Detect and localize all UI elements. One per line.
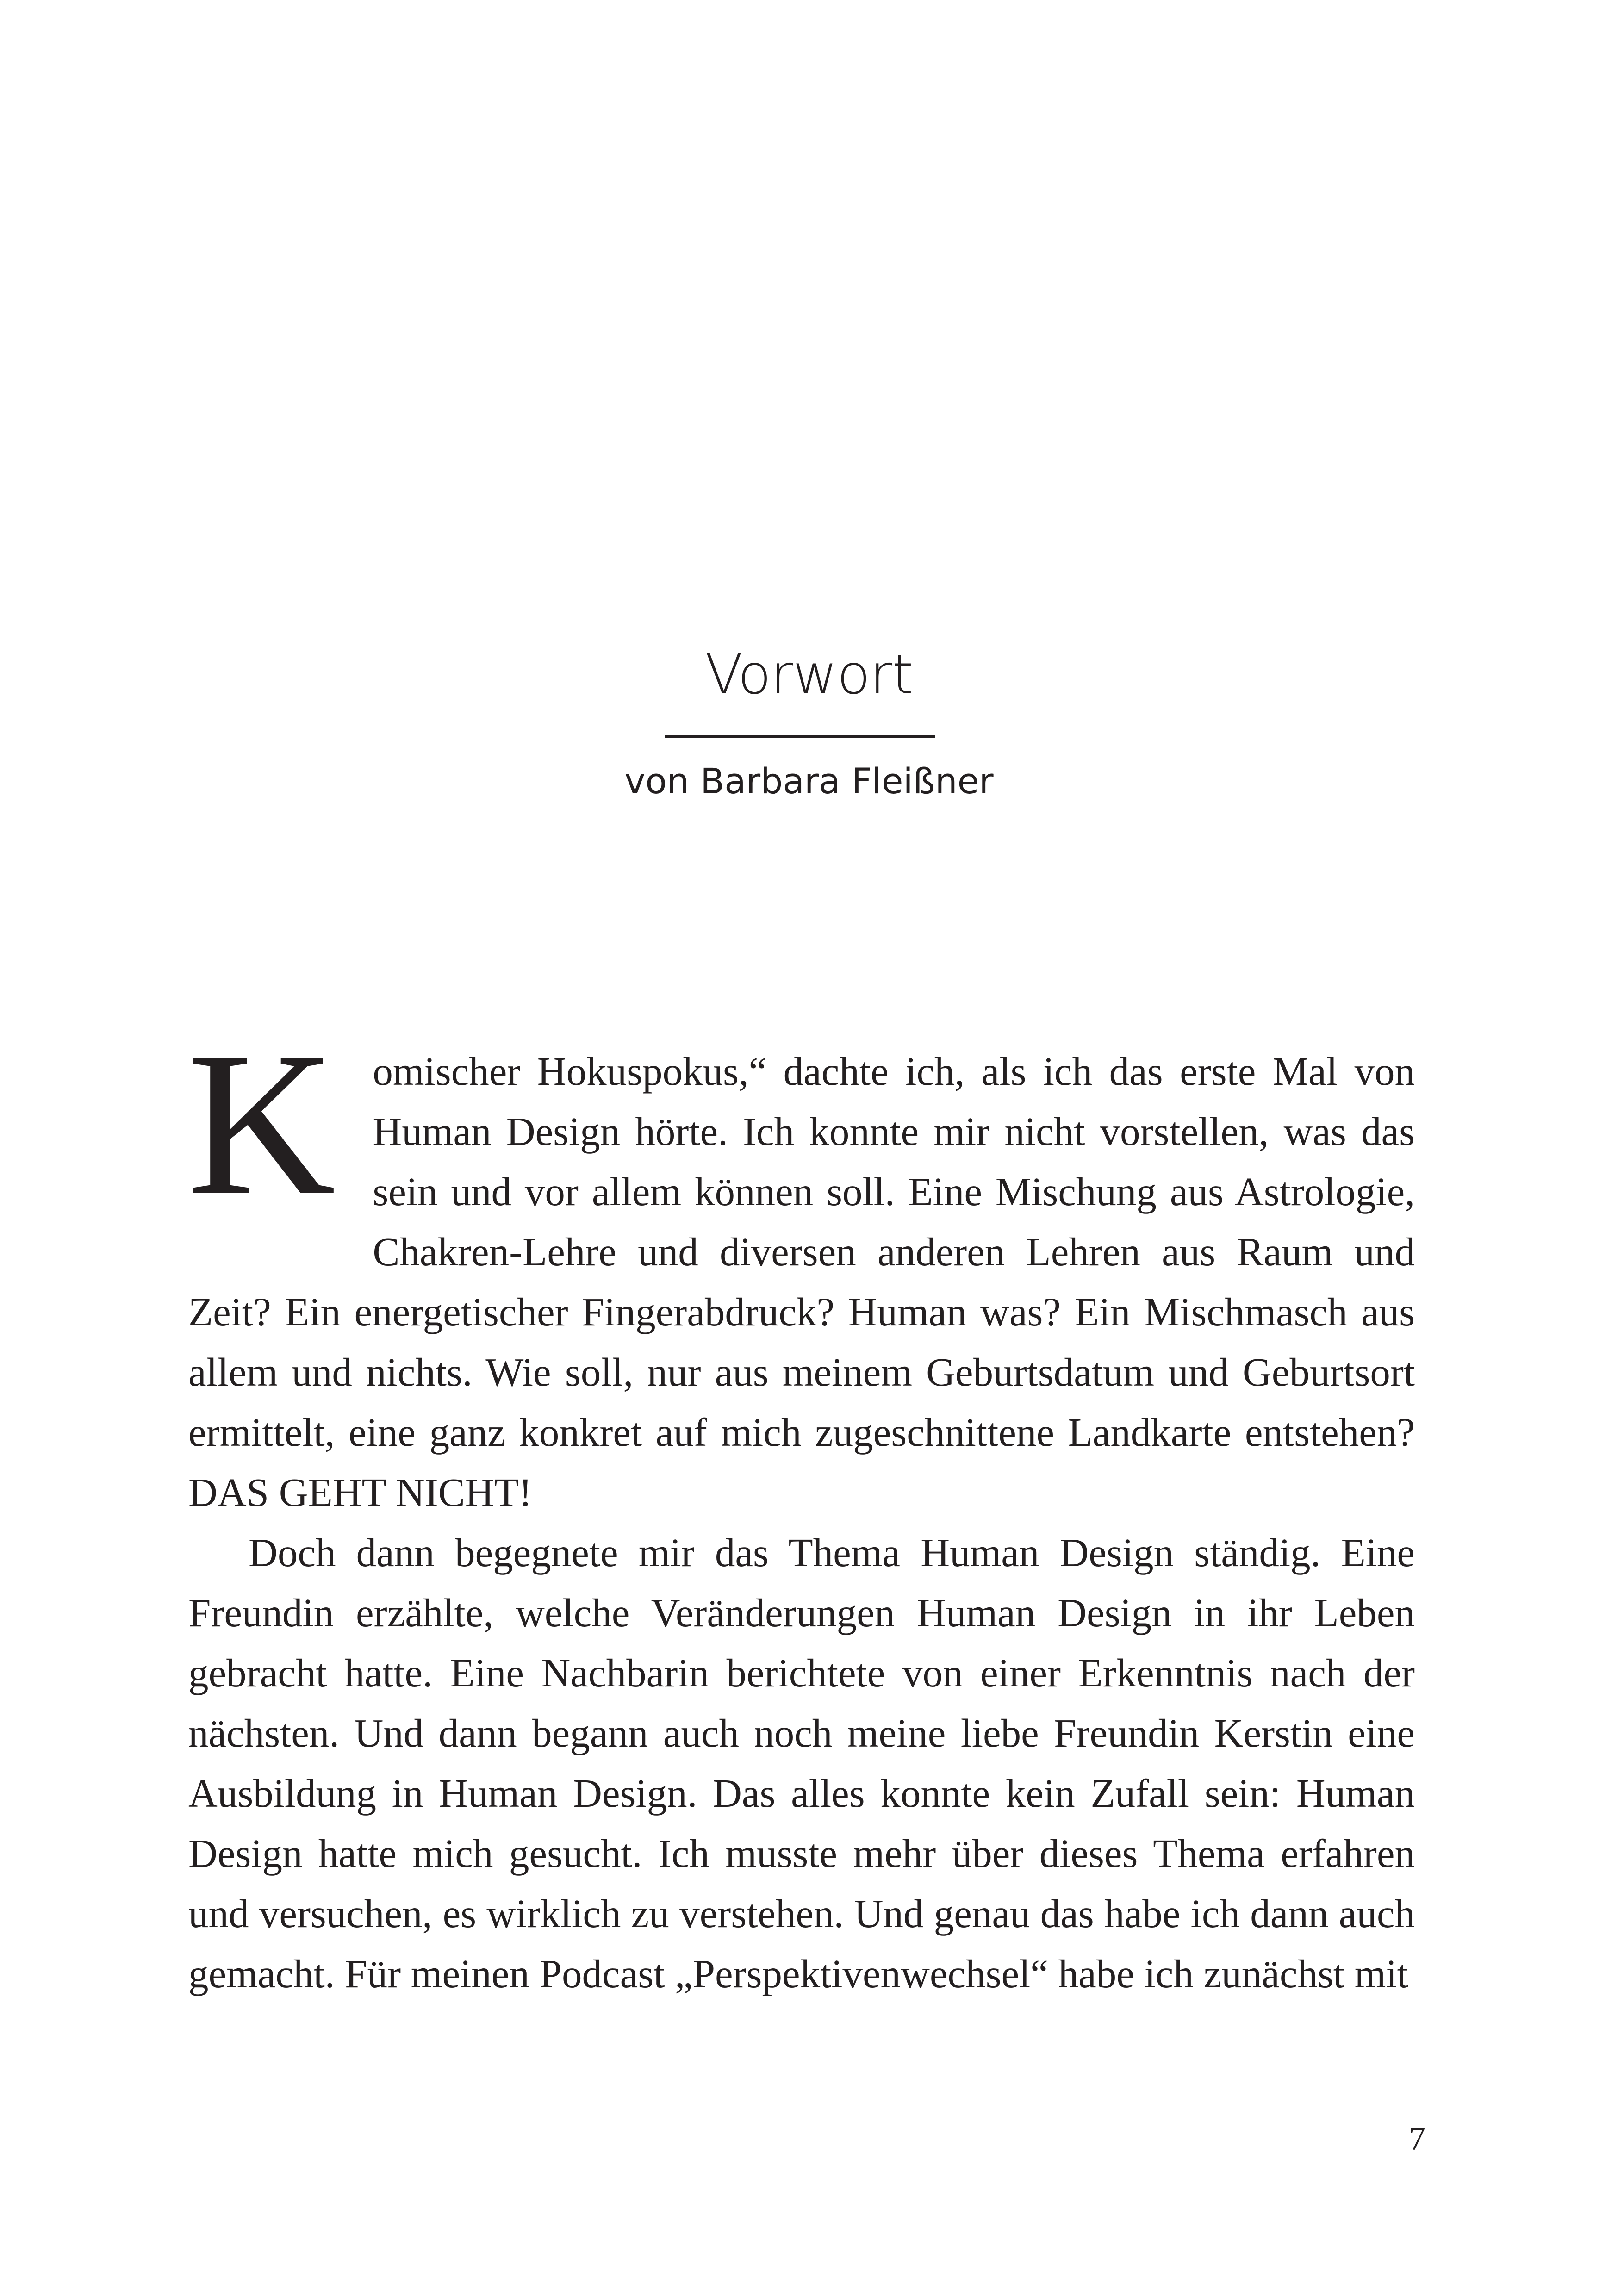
paragraph-2: Doch dann begegnete mir das Thema Human Design ständig. Eine Freundin erzählte, welche Veränderungen Human Design in ihr Leben gebracht hatte. Eine Nachbarin berichtete von einer Erkenntnis nach der nächsten. Und dann begann auch noch meine liebe Freundin Kerstin eine Ausbildung in Human Design. Das alles konnte kein Zufall sein: Human Design hatte mich gesucht. Ich musste mehr über dieses Thema erfahren und versuchen, es wirklich zu verstehen. Und genau das habe ich dann auch gemacht. Für meinen Podcast „Perspektivenwechsel“ habe ich zunächst mit (188, 1530, 1415, 1996)
paragraph-1 (187, 1010, 1415, 1523)
title-underline (665, 735, 935, 738)
body-text (187, 1010, 1415, 2004)
paragraph-1-text: omischer Hokuspokus,“ dachte ich, als ich das erste Mal von Human Design hörte. Ich konnte mir nicht vorstellen, was das sein und vor allem können soll. Eine Mischung aus Astrologie, Chakren-Lehre und diversen anderen Lehren aus Raum und Zeit? Ein energetischer Fingerabdruck? Human was? Ein Mischmasch aus allem und nichts. Wie soll, nur aus meinem Geburtsdatum und Geburtsort ermittelt, eine ganz konkret auf mich zugeschnittene Landkarte entstehen? DAS GEHT NICHT! (188, 1049, 1415, 1515)
drop-cap: K (187, 1010, 336, 1238)
chapter-author: von Barbara Fleißner (624, 760, 994, 802)
page-number: 7 (1409, 2120, 1425, 2157)
chapter-title: Vorwort (705, 642, 913, 706)
